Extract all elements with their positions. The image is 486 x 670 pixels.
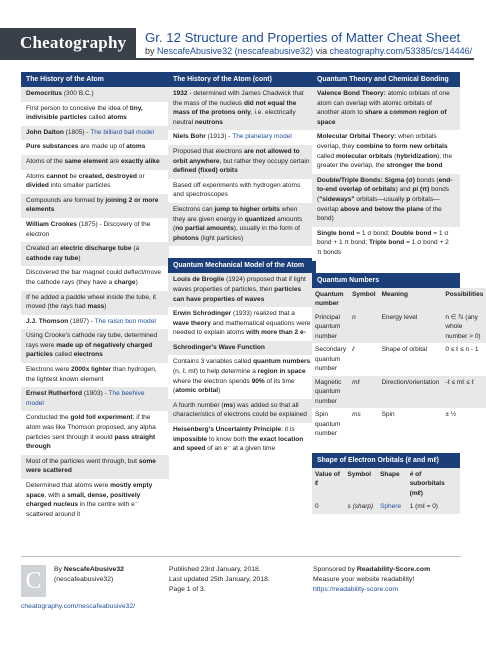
table-cell: n ∈ ℕ (any whole number > 0) bbox=[442, 311, 486, 344]
text: than hydrogen, the lightest known element bbox=[26, 366, 157, 383]
bold-text: no partial amounts bbox=[175, 225, 234, 233]
text: are bbox=[107, 157, 121, 165]
table-cell: mℓ bbox=[349, 376, 378, 409]
footer-author-block bbox=[54, 565, 124, 585]
table-cell: Energy level bbox=[379, 311, 443, 344]
text: Atoms of the bbox=[26, 157, 65, 165]
bold-text: the exact location and speed bbox=[173, 435, 304, 453]
table-row bbox=[312, 500, 460, 514]
section-rows bbox=[168, 87, 316, 246]
table-cell: n bbox=[349, 311, 378, 344]
bold-text: "sideways" bbox=[319, 195, 355, 203]
section-heading: The History of the Atom (cont) bbox=[168, 72, 316, 87]
text: (1875) - Discovery of the electron bbox=[26, 220, 151, 238]
table-cell: ℓ bbox=[349, 343, 378, 376]
section-orbital-shapes bbox=[312, 453, 460, 514]
text: ) bbox=[104, 303, 107, 311]
text: Created an bbox=[26, 245, 61, 253]
text: ) bbox=[218, 387, 221, 395]
table-cell: Secondary quantum number bbox=[312, 343, 349, 376]
text: orbitals—overlap bbox=[317, 195, 440, 213]
list-item bbox=[21, 363, 169, 387]
list-item bbox=[21, 102, 169, 126]
table-cell: Spin bbox=[379, 408, 443, 441]
quantum-numbers-table bbox=[312, 288, 486, 441]
list-item bbox=[21, 126, 169, 141]
table-header-cell: Symbol bbox=[345, 468, 378, 501]
byline bbox=[145, 46, 472, 56]
text: Electrons can bbox=[173, 205, 215, 213]
text: ; if the atom was like Thomson proposed, any alpha particles sent through it would bbox=[26, 414, 156, 441]
bold-text: Pure substances bbox=[26, 143, 79, 151]
section-quantum-numbers bbox=[312, 273, 484, 441]
sponsor-tagline: Measure your website readability! bbox=[313, 576, 415, 583]
table-header-cell: Possibilities bbox=[442, 288, 486, 311]
section-heading: Quantum Theory and Chemical Bonding bbox=[312, 72, 460, 87]
section-heading: Quantum Mechanical Model of the Atom bbox=[168, 258, 316, 273]
table-cell: Shape of orbital bbox=[379, 343, 443, 376]
list-item bbox=[21, 479, 169, 522]
table-header-cell: # of suborbitals (mℓ) bbox=[407, 468, 460, 501]
table-cell: 0 ≤ ℓ ≤ n - 1 bbox=[442, 343, 486, 376]
model-link[interactable]: The billiard ball model bbox=[90, 128, 154, 136]
author-profile-link[interactable]: cheatography.com/nescafeabusive32/ bbox=[21, 603, 135, 610]
bold-text: some were scattered bbox=[26, 457, 156, 475]
text: ) was added so that all characteristics of electrons could be explained bbox=[173, 401, 307, 419]
text: - determined with James Chadwick that the mass of the nucleus bbox=[173, 90, 304, 107]
author-link[interactable]: NescafeAbusive32 (nescafeabusive32) bbox=[157, 46, 314, 56]
list-item bbox=[21, 242, 169, 266]
bold-text: quantum numbers bbox=[253, 358, 311, 366]
bold-text: Louis de Broglie bbox=[173, 276, 225, 284]
text: ) bbox=[135, 278, 138, 286]
list-item bbox=[168, 87, 316, 130]
bold-text: mass bbox=[87, 303, 105, 311]
table-row bbox=[312, 376, 486, 409]
table-header-row bbox=[312, 468, 460, 501]
bold-text: Single bond bbox=[317, 229, 355, 237]
text: in the centre with e⁻ scattered around it bbox=[26, 501, 139, 518]
table-header-cell: Symbol bbox=[349, 288, 378, 311]
table-header-cell: Shape bbox=[377, 468, 407, 501]
table-cell: 0 bbox=[312, 500, 345, 514]
bold-text: divided bbox=[26, 182, 49, 190]
bold-text: created, destroyed bbox=[78, 172, 137, 180]
sponsor-line bbox=[313, 565, 430, 575]
bold-text: combine to form new orbitals bbox=[356, 142, 448, 150]
table-row bbox=[312, 343, 486, 376]
text: Contains 3 variables called bbox=[173, 358, 254, 366]
bold-text: defined (fixed) orbits bbox=[173, 167, 238, 175]
text: Electrons were bbox=[26, 366, 72, 374]
bold-text: jump to higher orbits bbox=[214, 205, 280, 213]
bold-text: Erwin Schrodinger bbox=[173, 310, 232, 318]
bold-text: pass straight through bbox=[26, 433, 156, 451]
bold-text: photons bbox=[173, 234, 199, 242]
text: amounts ( bbox=[173, 215, 303, 233]
bold-text: exactly alike bbox=[121, 157, 160, 165]
list-item bbox=[168, 145, 316, 179]
section-quantum-mechanical-model bbox=[168, 258, 316, 457]
bold-text: Triple bond bbox=[369, 239, 405, 247]
bold-text: are not allowed to orbit anywhere bbox=[173, 147, 300, 165]
text: of the bond) bbox=[317, 205, 442, 223]
table-cell: Direction/orientation bbox=[379, 376, 443, 409]
text: where the electron spends bbox=[173, 377, 252, 385]
bold-text: ms bbox=[223, 401, 234, 409]
section-rows bbox=[312, 87, 460, 261]
page-count: Page 1 of 3. bbox=[169, 586, 206, 593]
model-link[interactable]: The raisin bun model bbox=[94, 317, 156, 325]
list-item bbox=[21, 329, 169, 363]
bold-text: Molecular Orbital Theory: bbox=[317, 133, 397, 141]
model-link[interactable]: The beehive model bbox=[26, 390, 145, 407]
bold-text: end-to-end overlap of orbitals bbox=[317, 176, 453, 194]
bold-text: Democritus bbox=[26, 90, 63, 97]
bold-text: William Crookes bbox=[26, 220, 77, 228]
list-item bbox=[312, 174, 460, 227]
table-cell: Principal quantum number bbox=[312, 311, 349, 344]
page-title: Gr. 12 Structure and Properties of Matter Cheat Sheet bbox=[145, 30, 461, 45]
bold-text: tiny, indivisible particles bbox=[26, 104, 143, 122]
list-item bbox=[168, 341, 316, 356]
bold-text: John Dalton bbox=[26, 128, 64, 136]
bold-text: quantized bbox=[244, 215, 276, 223]
text: (1913) - bbox=[205, 133, 233, 141]
list-item bbox=[21, 194, 169, 218]
text: First person to conceive the idea of bbox=[26, 104, 130, 112]
text: when orbitals overlap, they bbox=[317, 133, 437, 150]
text: Most of the particles went through, but bbox=[26, 457, 139, 465]
list-item bbox=[168, 307, 316, 341]
text: = 1 σ bond + 2 π bonds bbox=[317, 239, 449, 256]
orbital-shapes-table bbox=[312, 468, 460, 514]
text: called bbox=[317, 152, 336, 160]
column-1 bbox=[21, 72, 169, 534]
bold-text: atoms bbox=[107, 114, 127, 122]
list-item bbox=[21, 266, 169, 290]
text: called bbox=[86, 114, 108, 122]
text: (1897) - bbox=[68, 317, 95, 325]
table-cell: s (sharp) bbox=[345, 500, 378, 514]
sponsor-prefix: Sponsored by bbox=[313, 566, 357, 573]
text: ) and bbox=[395, 186, 413, 194]
text: Using Crooke's cathode ray tube, determined rays were bbox=[26, 332, 158, 349]
table-row bbox=[312, 311, 486, 344]
page-header bbox=[0, 0, 474, 58]
list-item bbox=[21, 87, 169, 102]
list-item bbox=[21, 170, 169, 194]
header-divider bbox=[0, 58, 474, 60]
bold-text: with more than 2 e- bbox=[246, 329, 306, 337]
table-row bbox=[312, 408, 486, 441]
bold-text: did not equal the mass of the protons only bbox=[173, 99, 297, 117]
list-item bbox=[168, 423, 316, 457]
table-header-cell: Value of ℓ bbox=[312, 468, 345, 501]
bold-text: Heisenberg's Uncertainty Principle bbox=[173, 426, 282, 434]
text: bonds ( bbox=[317, 186, 450, 203]
text: orbitals—usually bbox=[354, 195, 407, 203]
text: Discovered the bar magnet could deflect/move the cathode rays (they have a bbox=[26, 269, 162, 286]
bold-text: made up of negatively charged particles bbox=[26, 341, 153, 359]
text: be bbox=[67, 172, 79, 180]
column-3 bbox=[312, 72, 484, 526]
bold-text: Ernest Rutherford bbox=[26, 390, 83, 398]
table-cell: Spin quantum number bbox=[312, 408, 349, 441]
text: A fourth number ( bbox=[173, 401, 224, 409]
bold-text: atomic orbital bbox=[175, 387, 219, 395]
text: , but rather they occupy certain bbox=[219, 157, 310, 165]
text: to know both bbox=[207, 435, 248, 443]
table-cell: -ℓ ≤ mℓ ≤ ℓ bbox=[442, 376, 486, 409]
list-item bbox=[168, 179, 316, 203]
bold-text: Niels Bohr bbox=[173, 133, 206, 141]
text: when they are given energy in bbox=[173, 205, 298, 223]
bold-text: J.J. Thomson bbox=[26, 317, 69, 325]
text: , with a bbox=[44, 491, 68, 499]
bold-text: gold foil experiment bbox=[70, 414, 133, 422]
bold-text: wave theory bbox=[173, 319, 211, 327]
list-item bbox=[312, 87, 460, 130]
text: or bbox=[136, 172, 145, 180]
section-history-of-atom bbox=[21, 72, 169, 522]
section-heading: The History of the Atom bbox=[21, 72, 169, 87]
section-heading: Shape of Electron Orbitals (ℓ and mℓ) bbox=[312, 453, 460, 468]
bold-text: Valence Bond Theory: bbox=[317, 90, 386, 97]
table-header-cell: Meaning bbox=[379, 288, 443, 311]
text: (n, ℓ, mℓ) to help determine a bbox=[173, 368, 258, 376]
text: If he added a paddle wheel inside the tube, it moved (the rays had bbox=[26, 293, 156, 311]
footer-by: By bbox=[54, 566, 64, 573]
section-heading: Quantum Numbers bbox=[312, 273, 460, 288]
bold-text: 2000x lighter bbox=[71, 366, 112, 374]
footer-dates bbox=[169, 565, 270, 595]
text: called bbox=[52, 351, 74, 359]
bold-text: 90% bbox=[251, 377, 265, 385]
byline-via: via bbox=[315, 46, 328, 56]
list-item bbox=[168, 273, 316, 307]
sponsor-url-link[interactable]: https://readability-score.com bbox=[313, 586, 398, 593]
list-item bbox=[21, 291, 169, 315]
text: : it is bbox=[281, 426, 295, 434]
table-cell: ± ½ bbox=[442, 408, 486, 441]
text: Proposed that electrons bbox=[173, 147, 244, 155]
published-date: Published 23rd January, 2018. bbox=[169, 566, 261, 573]
bold-text: p bbox=[406, 195, 411, 203]
bold-text: molecular orbitals bbox=[335, 152, 393, 160]
section-rows bbox=[21, 87, 169, 522]
bold-text: same element bbox=[64, 157, 108, 165]
model-link[interactable]: The planetary model bbox=[232, 133, 292, 141]
table-header-row bbox=[312, 288, 486, 311]
table-cell: Sphere bbox=[377, 500, 407, 514]
bold-text: 1932 bbox=[173, 90, 188, 97]
section-rows bbox=[168, 273, 316, 457]
text: into smaller particles bbox=[48, 182, 111, 190]
sponsor-name[interactable]: Readability-Score.com bbox=[356, 566, 431, 573]
text: Compounds are formed by bbox=[26, 196, 106, 204]
list-item bbox=[21, 155, 169, 170]
author-avatar: C bbox=[21, 565, 46, 597]
list-item bbox=[312, 130, 460, 173]
bold-text: pi (π) bbox=[412, 186, 430, 194]
bold-text: impossible bbox=[173, 435, 208, 443]
text: = 1 σ bond; bbox=[354, 229, 392, 237]
list-item bbox=[21, 140, 169, 155]
text: (1805) - bbox=[63, 128, 91, 136]
list-item bbox=[312, 227, 460, 261]
section-quantum-theory-bonding bbox=[312, 72, 460, 261]
text: of an e⁻ at a given time bbox=[205, 445, 276, 453]
bold-text: Double bond bbox=[391, 229, 432, 237]
list-item bbox=[21, 455, 169, 479]
text: ), usually in the form of bbox=[233, 225, 300, 233]
bold-text: above and below the plane bbox=[340, 205, 424, 213]
text: (1903) - bbox=[82, 390, 109, 398]
section-history-of-atom-cont bbox=[168, 72, 316, 246]
list-item bbox=[21, 387, 169, 411]
text: Based off experiments with hydrogen atoms and spectroscopes bbox=[173, 181, 301, 199]
text: (1924) proposed that if light waves properties of particles, then bbox=[173, 276, 306, 293]
sheet-url-link[interactable]: cheatography.com/53385/cs/14446/ bbox=[329, 46, 473, 56]
bold-text: small, dense, positively charged nucleus bbox=[26, 491, 141, 509]
text: and mathematical equations were needed to explain atoms bbox=[173, 319, 311, 337]
bold-text: hybridization bbox=[396, 152, 438, 160]
bold-text: atoms bbox=[126, 143, 146, 151]
text: ) bbox=[78, 254, 81, 262]
text: Determined that atoms were bbox=[26, 482, 111, 489]
page-footer bbox=[21, 556, 461, 666]
footer-handle: (nescafeabusive32) bbox=[54, 576, 114, 583]
list-item bbox=[21, 315, 169, 330]
text: ); the greater the overlap, the bbox=[317, 152, 453, 170]
list-item bbox=[168, 130, 316, 145]
table-cell: ms bbox=[349, 408, 378, 441]
text: ( bbox=[392, 152, 397, 160]
bold-text: neutrons bbox=[194, 118, 223, 126]
text: (light particles) bbox=[198, 234, 244, 242]
text: of its time ( bbox=[173, 377, 295, 395]
list-item bbox=[21, 218, 169, 242]
bold-text: electric discharge tube bbox=[60, 245, 132, 253]
text: atomic orbitals of one atom can overlap with atomic orbitals of another atom to bbox=[317, 90, 450, 117]
footer-sponsor bbox=[313, 565, 430, 595]
bold-text: Double/Triple Bonds: Sigma (σ) bbox=[317, 176, 415, 184]
text: bonds ( bbox=[414, 176, 439, 184]
cheatography-logo[interactable]: Cheatography bbox=[0, 28, 136, 58]
text: are made up of bbox=[78, 143, 127, 151]
text: Conducted the bbox=[26, 414, 71, 422]
list-item bbox=[168, 203, 316, 246]
bold-text: cannot bbox=[46, 172, 68, 180]
bold-text: cathode ray tube bbox=[26, 254, 79, 262]
bold-text: mostly empty space bbox=[26, 482, 153, 499]
footer-author[interactable]: NescafeAbusive32 bbox=[63, 566, 124, 573]
table-cell: Magnetic quantum number bbox=[312, 376, 349, 409]
bold-text: stronger the bond bbox=[386, 162, 443, 170]
text: = 1 σ bond + 1 π bond; bbox=[317, 229, 449, 247]
table-header-cell: Quantum number bbox=[312, 288, 349, 311]
bold-text: electrons bbox=[73, 351, 103, 359]
bold-text: charge bbox=[114, 278, 136, 286]
bold-text: share a common region of space bbox=[317, 109, 447, 126]
byline-by: by bbox=[145, 46, 155, 56]
bold-text: Schrodinger's Wave Function bbox=[173, 343, 265, 351]
text: (a bbox=[131, 245, 140, 253]
list-item bbox=[168, 399, 316, 423]
text: (1933) realized that a bbox=[231, 310, 295, 318]
list-item bbox=[21, 411, 169, 454]
bold-text: joining 2 or more elements bbox=[26, 196, 159, 214]
text: , i.e. electrically neutral bbox=[173, 109, 296, 126]
list-item bbox=[168, 355, 316, 398]
text: Atoms bbox=[26, 172, 47, 180]
table-cell: 1 (mℓ = 0) bbox=[407, 500, 460, 514]
text: (300 B.C.) bbox=[62, 90, 94, 97]
bold-text: particles can have properties of waves bbox=[173, 285, 302, 303]
bold-text: region in space bbox=[257, 368, 306, 376]
updated-date: Last updated 25th January, 2018. bbox=[169, 576, 270, 583]
column-2 bbox=[168, 72, 316, 469]
